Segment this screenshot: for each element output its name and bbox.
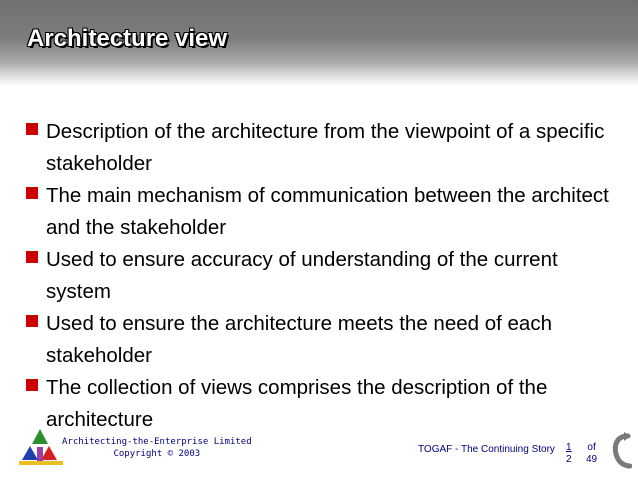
square-bullet-icon xyxy=(26,251,38,263)
of-label: of xyxy=(587,442,596,453)
slide-number xyxy=(566,442,572,466)
ate-logo-icon xyxy=(18,428,64,466)
bullet-item xyxy=(22,308,622,372)
bullet-item xyxy=(22,180,622,244)
bullet-item xyxy=(22,116,622,180)
footer-organization xyxy=(62,436,252,460)
bullet-list xyxy=(22,116,622,436)
bullet-item xyxy=(22,372,622,436)
square-bullet-icon xyxy=(26,379,38,391)
organization-name: Architecting-the-Enterprise Limited xyxy=(62,437,252,447)
square-bullet-icon xyxy=(26,123,38,135)
bullet-text: Description of the architecture from the viewpoint of a specific stakeholder xyxy=(46,120,605,175)
bullet-item xyxy=(22,244,622,308)
square-bullet-icon xyxy=(26,315,38,327)
curved-return-arrow-icon[interactable] xyxy=(610,432,632,472)
slide-number-top: 1 xyxy=(566,442,572,453)
footer-presentation-title: TOGAF - The Continuing Story xyxy=(418,444,555,455)
slide-title: Architecture view xyxy=(27,25,228,52)
copyright-text: Copyright © 2003 xyxy=(113,449,201,459)
bullet-text: The collection of views comprises the description of the architecture xyxy=(46,376,548,431)
bullet-text: The main mechanism of communication between the architect and the stakeholder xyxy=(46,184,609,239)
bullet-text: Used to ensure the architecture meets the need of each stakeholder xyxy=(46,312,552,367)
slide-total xyxy=(586,442,597,466)
slide-number-bottom: 2 xyxy=(566,454,572,465)
bullet-text: Used to ensure accuracy of understanding of the current system xyxy=(46,248,558,303)
square-bullet-icon xyxy=(26,187,38,199)
total-slides: 49 xyxy=(586,454,598,465)
